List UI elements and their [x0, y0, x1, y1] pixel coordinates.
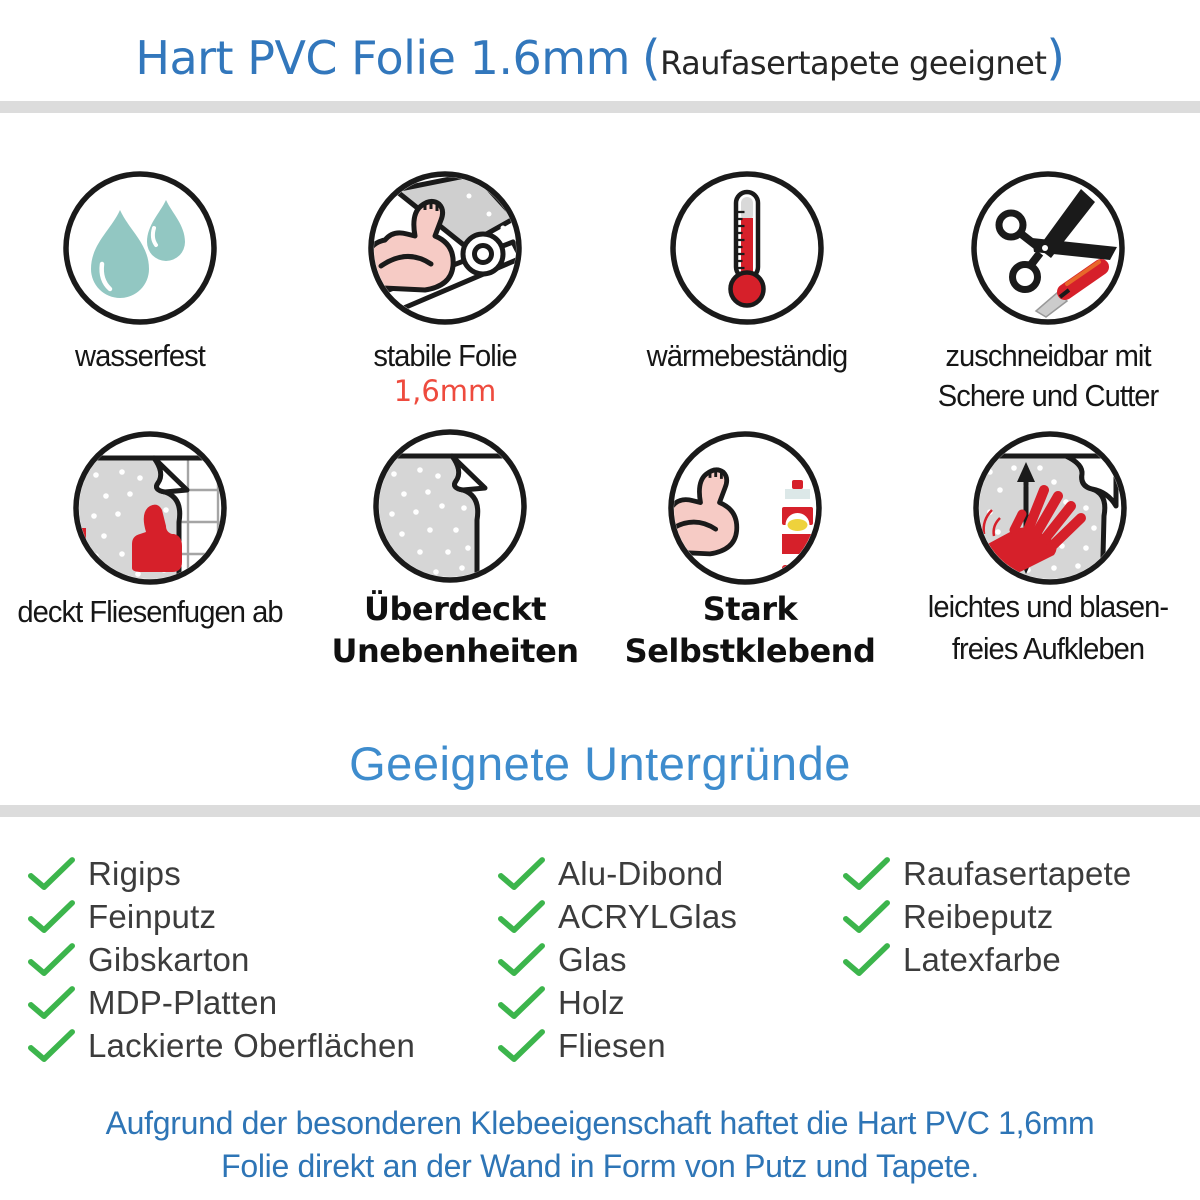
water-drops-icon — [60, 168, 220, 328]
feature-label: Überdeckt Unebenheiten — [331, 590, 579, 670]
paren-close: ) — [1046, 30, 1065, 86]
surface-item — [498, 899, 737, 935]
feature-label: wasserfest — [75, 338, 205, 373]
surface-item — [28, 942, 415, 978]
surface-item — [498, 942, 737, 978]
scissors-cutter-icon — [968, 168, 1128, 328]
surface-item — [843, 856, 1131, 892]
thermometer-icon — [667, 168, 827, 328]
feature-label: zuschneidbar mit Schere und Cutter — [937, 338, 1159, 413]
surface-item — [498, 856, 737, 892]
check-icon — [498, 900, 545, 934]
check-icon — [498, 986, 545, 1020]
surface-label: MDP-Platten — [88, 984, 278, 1021]
page-title — [0, 30, 1200, 86]
page-title-note: Raufasertapete geeignet — [660, 44, 1047, 82]
thumbs-up-foil-icon — [70, 428, 230, 588]
surface-item — [28, 899, 415, 935]
surface-label: Feinputz — [88, 898, 217, 935]
check-icon — [498, 857, 545, 891]
surface-column — [843, 856, 1131, 985]
surface-label: Fliesen — [558, 1027, 666, 1064]
surface-column — [28, 856, 415, 1071]
footer-line: Aufgrund der besonderen Klebeeigenschaft haftet die Hart PVC 1,6mm — [105, 1105, 1095, 1141]
muscle-glue-tube-icon — [665, 428, 825, 588]
surface-item — [498, 1028, 737, 1064]
paren-open: ( — [641, 30, 661, 86]
check-icon — [843, 857, 890, 891]
feature-label: deckt Fliesenfugen ab — [17, 594, 283, 629]
surface-item — [498, 985, 737, 1021]
surface-item — [28, 985, 415, 1021]
surface-label: Glas — [558, 941, 627, 978]
check-icon — [498, 943, 545, 977]
muscle-foil-roll-icon — [365, 168, 525, 328]
check-icon — [498, 1029, 545, 1063]
divider-mid — [0, 805, 1200, 817]
check-icon — [28, 1029, 75, 1063]
check-icon — [28, 986, 75, 1020]
check-icon — [843, 900, 890, 934]
feature-sublabel: 1,6mm — [393, 374, 497, 408]
foil-fold-icon — [370, 426, 530, 586]
divider-top — [0, 101, 1200, 113]
surface-label: ACRYLGlas — [558, 898, 738, 935]
surface-item — [28, 856, 415, 892]
check-icon — [28, 857, 75, 891]
section-heading: Geeignete Untergründe — [349, 737, 851, 790]
surface-column — [498, 856, 737, 1071]
footer-note — [0, 1102, 1200, 1188]
feature-label: stabile Folie — [373, 338, 517, 373]
surface-label: Rigips — [88, 855, 181, 892]
surface-item — [843, 942, 1131, 978]
feature-label: leichtes und blasen- freies Aufkleben — [927, 589, 1169, 666]
footer-line: Folie direkt an der Wand in Form von Putz und Tapete. — [221, 1148, 979, 1184]
page-title-main: Hart PVC Folie 1.6mm — [135, 31, 630, 85]
surface-item — [28, 1028, 415, 1064]
surface-label: Latexfarbe — [903, 941, 1061, 978]
check-icon — [28, 943, 75, 977]
surface-label: Reibeputz — [903, 898, 1054, 935]
check-icon — [28, 900, 75, 934]
surface-label: Raufasertapete — [903, 855, 1132, 892]
feature-label: wärmebeständig — [646, 338, 848, 373]
surface-item — [843, 899, 1131, 935]
hand-smoothing-icon — [970, 428, 1130, 588]
surface-label: Alu-Dibond — [558, 855, 724, 892]
surface-label: Holz — [558, 984, 625, 1021]
surface-label: Gibskarton — [88, 941, 250, 978]
surface-label: Lackierte Oberflächen — [88, 1027, 416, 1064]
feature-label: Stark Selbstklebend — [624, 590, 876, 670]
check-icon — [843, 943, 890, 977]
